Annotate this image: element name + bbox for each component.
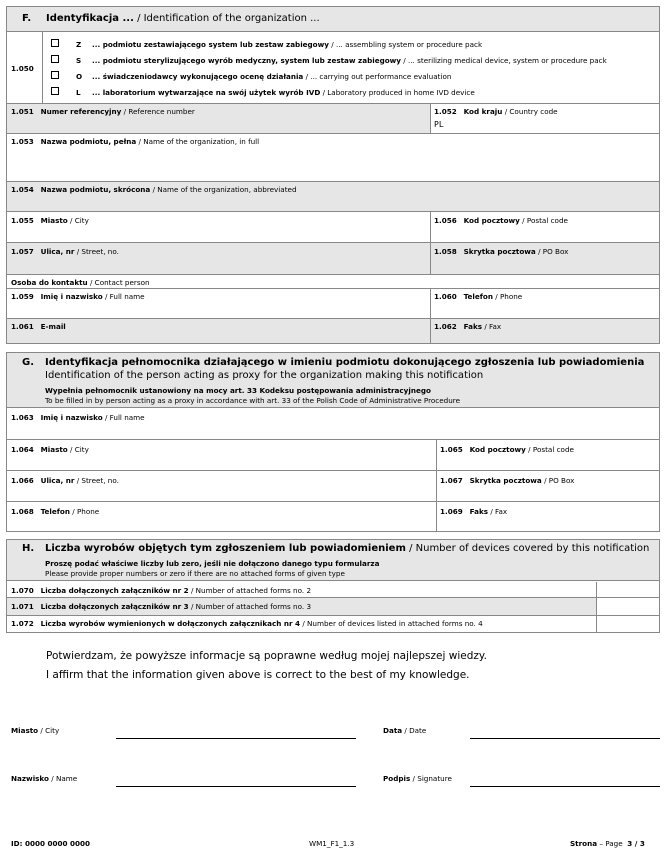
label-1063: 1.063 Imię i nazwisko / Full name [11,413,145,422]
label-1054: 1.054 Nazwa podmiotu, skrócona / Name of the organization, abbreviated [11,185,297,194]
sig-signature-label: Podpis / Signature [383,774,452,783]
sig-date-label: Data / Date [383,726,427,735]
country-code-value[interactable]: PL [434,120,444,129]
option-code-z: Z [76,40,82,49]
sig-signature-field[interactable] [470,774,660,787]
label-1066: 1.066 Ulica, nr / Street, no. [11,476,119,485]
affirmation-en: I affirm that the information given above is correct to the best of my knowledge. [46,669,470,681]
label-1071: 1.071 Liczba dołączonych załączników nr 3 / Number of attached forms no. 3 [11,602,312,611]
label-1055: 1.055 Miasto / City [11,216,89,225]
sig-city-field[interactable] [116,726,356,739]
label-1067: 1.067 Skrytka pocztowa / PO Box [440,476,575,485]
option-code-l: L [76,88,81,97]
option-label-z: ... podmiotu zestawiającego system lub zestaw zabiegowy / ... assembling system or procedure pack [92,40,483,49]
label-1068: 1.068 Telefon / Phone [11,507,100,516]
field-num-1050: 1.050 [11,64,34,73]
label-1072: 1.072 Liczba wyrobów wymienionych w dołączonych załącznikach nr 4 / Number of devices listed in attached forms no. 4 [11,619,483,628]
section-h-note-pl: Proszę podać właściwe liczby lub zero, jeśli nie dołączono danego typu formularza [45,559,380,568]
footer-form-code: WM1_F1_1.3 [309,839,355,848]
section-g-note-en: To be filled in by person acting as a proxy in accordance with art. 33 of the Polish Code of Administrative Procedure [45,396,461,405]
section-g-note-pl: Wypełnia pełnomocnik ustanowiony na mocy art. 33 Kodeksu postępowania administracyjnego [45,386,431,395]
label-1069: 1.069 Faks / Fax [440,507,508,516]
label-1062: 1.062 Faks / Fax [434,322,502,331]
affirmation-pl: Potwierdzam, że powyższe informacje są poprawne według mojej najlepszej wiedzy. [46,650,487,662]
sig-name-field[interactable] [116,774,356,787]
contact-person-heading: Osoba do kontaktu / Contact person [11,278,150,287]
section-f-title: Identyfikacja ... / Identification of the organization ... [46,13,320,24]
section-h-title: Liczba wyrobów objętych tym zgłoszeniem lub powiadomieniem / Number of devices covered by this notification [45,543,650,554]
sig-date-field[interactable] [470,726,660,739]
label-1060: 1.060 Telefon / Phone [434,292,523,301]
label-1065: 1.065 Kod pocztowy / Postal code [440,445,574,454]
label-1058: 1.058 Skrytka pocztowa / PO Box [434,247,569,256]
label-1070: 1.070 Liczba dołączonych załączników nr 2 / Number of attached forms no. 2 [11,586,312,595]
label-1064: 1.064 Miasto / City [11,445,89,454]
section-g-title-pl: Identyfikacja pełnomocnika działającego w imieniu podmiotu dokonującego zgłoszenia lub powiadomienia [45,357,645,368]
footer-page: Strona – Page 3 / 3 [570,839,645,848]
checkbox-z[interactable] [51,39,59,47]
label-1061: 1.061 E-mail [11,322,66,331]
checkbox-s[interactable] [51,55,59,63]
label-1052: 1.052 Kod kraju / Country code [434,107,558,116]
section-f-letter: F. [22,13,32,24]
label-1056: 1.056 Kod pocztowy / Postal code [434,216,568,225]
option-code-o: O [76,72,83,81]
checkbox-o[interactable] [51,71,59,79]
label-1057: 1.057 Ulica, nr / Street, no. [11,247,119,256]
sig-city-label: Miasto / City [11,726,60,735]
label-1059: 1.059 Imię i nazwisko / Full name [11,292,145,301]
label-1053: 1.053 Nazwa podmiotu, pełna / Name of the organization, in full [11,137,260,146]
checkbox-l[interactable] [51,87,59,95]
label-1051: 1.051 Numer referencyjny / Reference number [11,107,195,116]
option-code-s: S [76,56,82,65]
footer-id: ID: 0000 0000 0000 [11,839,91,848]
org-full-name-field[interactable] [7,148,659,180]
section-g-letter: G. [22,357,35,368]
option-label-l: ... laboratorium wytwarzające na swój użytek wyrób IVD / Laboratory produced in home IVD device [92,88,475,97]
section-h-letter: H. [22,543,35,554]
option-label-s: ... podmiotu sterylizującego wyrób medyczny, system lub zestaw zabiegowy / ... sterilizing medical device, system or procedure pack [92,56,607,65]
sig-name-label: Nazwisko / Name [11,774,78,783]
section-g-title-en: Identification of the person acting as proxy for the organization making this notification [45,370,484,381]
option-label-o: ... świadczeniodawcy wykonującego ocenę działania / ... carrying out performance evaluation [92,72,452,81]
section-h-note-en: Please provide proper numbers or zero if there are no attached forms of given type [45,569,345,578]
